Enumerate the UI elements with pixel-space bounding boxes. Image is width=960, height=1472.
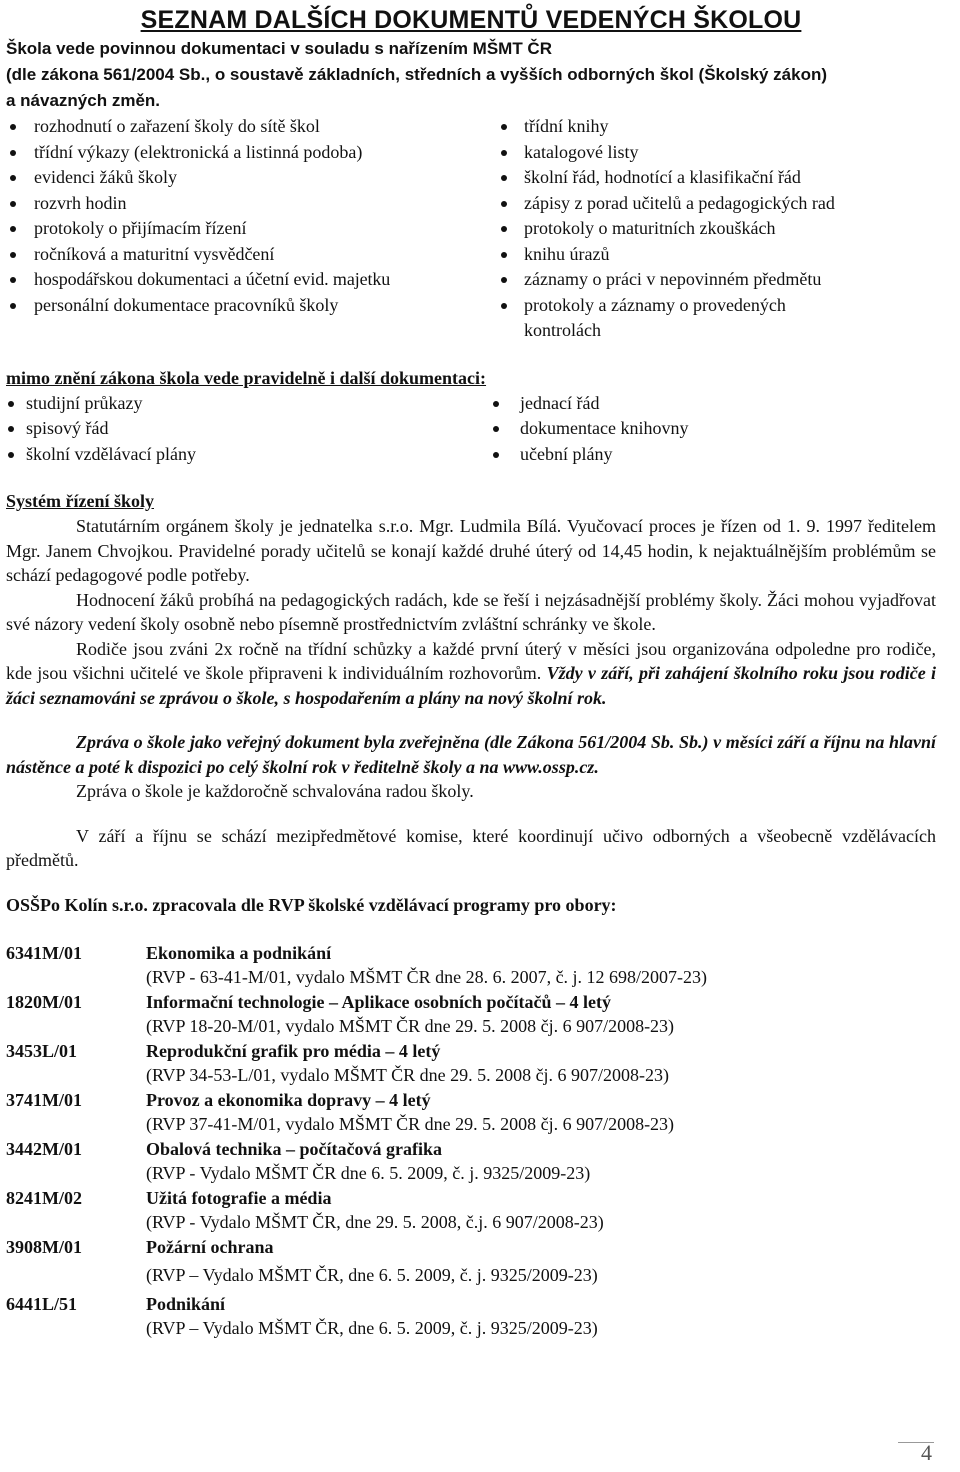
program-code: 1820M/01: [6, 991, 82, 1012]
program-name: Užitá fotografie a média: [146, 1187, 332, 1208]
list-item: dokumentace knihovny: [490, 416, 930, 442]
list-item: katalogové listy: [498, 140, 928, 166]
other-docs-left: [6, 391, 490, 468]
paragraph-commissions: V září a říjnu se schází mezipředmětové komise, které koordinují učivo odborných a všeobecně vzdělávacích předmětů.: [6, 825, 936, 870]
program-rvp: (RVP 18-20-M/01, vydalo MŠMT ČR dne 29. 5. 2008 čj. 6 907/2008-23): [146, 1016, 675, 1036]
program-name: Informační technologie – Aplikace osobních počítačů – 4 letý: [146, 991, 611, 1012]
document-page: [6, 0, 936, 1341]
list-item: studijní průkazy: [6, 391, 490, 417]
list-item: učební plány: [490, 442, 930, 468]
program-rvp: (RVP 34-53-L/01, vydalo MŠMT ČR dne 29. 5. 2008 čj. 6 907/2008-23): [146, 1065, 670, 1085]
program-name: Požární ochrana: [146, 1236, 274, 1257]
documents-list-right: [498, 114, 928, 344]
other-docs-heading: mimo znění zákona škola vede pravidelně i další dokumentaci:: [6, 367, 487, 388]
program-row: [6, 1039, 936, 1088]
list-item: třídní výkazy (elektronická a listinná podoba): [6, 140, 498, 166]
list-item: knihu úrazů: [498, 242, 928, 268]
program-rvp: (RVP - Vydalo MŠMT ČR dne 6. 5. 2009, č. j. 9325/2009-23): [146, 1163, 591, 1183]
program-rvp: (RVP 37-41-M/01, vydalo MŠMT ČR dne 29. 5. 2008 čj. 6 907/2008-23): [146, 1114, 675, 1134]
system-heading: Systém řízení školy: [6, 491, 154, 511]
paragraph-parents-text: Rodiče jsou zváni 2x ročně na třídní schůzky a každé první úterý v měsíci jsou organizována odpoledne pro rodiče, kde jsou všichni učitelé ve škole připraveni k individuálním rozhovorům.: [6, 638, 936, 683]
program-name: Provoz a ekonomika dopravy – 4 letý: [146, 1089, 431, 1110]
programs-heading: OSŠPo Kolín s.r.o. zpracovala dle RVP školské vzdělávací programy pro obory:: [6, 894, 617, 915]
intro-line-3: a návazných změn.: [6, 91, 161, 110]
other-docs-list: [6, 391, 936, 468]
program-rvp: (RVP - Vydalo MŠMT ČR, dne 29. 5. 2008, č.j. 6 907/2008-23): [146, 1212, 604, 1232]
list-item: záznamy o práci v nepovinném předmětu: [498, 267, 928, 293]
paragraph-approval: Zpráva o škole je každoročně schvalována radou školy.: [76, 781, 474, 801]
list-item: rozvrh hodin: [6, 191, 498, 217]
list-item: spisový řád: [6, 416, 490, 442]
program-row: [6, 1186, 936, 1235]
list-item: školní vzdělávací plány: [6, 442, 490, 468]
other-docs-right: [490, 391, 930, 468]
program-row: [6, 1137, 936, 1186]
program-name: Reprodukční grafik pro média – 4 letý: [146, 1040, 441, 1061]
program-code: 6441L/51: [6, 1293, 78, 1314]
list-item: rozhodnutí o zařazení školy do sítě škol: [6, 114, 498, 140]
program-rvp: (RVP - 63-41-M/01, vydalo MŠMT ČR dne 28. 6. 2007, č. j. 12 698/2007-23): [146, 967, 708, 987]
program-code: 3453L/01: [6, 1040, 78, 1061]
program-code: 3442M/01: [6, 1138, 82, 1159]
documents-list: [6, 114, 936, 344]
program-name: Obalová technika – počítačová grafika: [146, 1138, 442, 1159]
list-item: ročníková a maturitní vysvědčení: [6, 242, 498, 268]
paragraph-evaluation: Hodnocení žáků probíhá na pedagogických radách, kde se řeší i nejzásadnější problémy školy. Žáci mohou vyjadřovat své názory vedení školy osobně nebo písemně prostřednictvím zvláštní schránky ve škole.: [6, 589, 936, 634]
program-row: [6, 1292, 936, 1341]
program-code: 6341M/01: [6, 942, 82, 963]
list-item: personální dokumentace pracovníků školy: [6, 293, 498, 319]
page-title: SEZNAM DALŠÍCH DOKUMENTŮ VEDENÝCH ŠKOLOU: [140, 6, 802, 34]
paragraph-management: Statutárním orgánem školy je jednatelka s.r.o. Mgr. Ludmila Bílá. Vyučovací proces je řízen od 1. 9. 1997 ředitelem Mgr. Janem Chvojkou. Pravidelné porady učitelů se konají každé druhé úterý od 14,45 hodin, k nejaktuálnějším problémům se schází pedagogové podle potřeby.: [6, 516, 936, 585]
list-item: jednací řád: [490, 391, 930, 417]
documents-list-left: [6, 114, 498, 344]
intro-line-2: (dle zákona 561/2004 Sb., o soustavě základních, středních a vyšších odborných škol (Školský zákon): [6, 65, 828, 84]
programs-list: [6, 941, 936, 1341]
list-item: protokoly o přijímacím řízení: [6, 216, 498, 242]
program-name: Podnikání: [146, 1293, 226, 1314]
list-item: třídní knihy: [498, 114, 928, 140]
paragraph-parents: [6, 637, 936, 711]
program-rvp: (RVP – Vydalo MŠMT ČR, dne 6. 5. 2009, č. j. 9325/2009-23): [146, 1265, 598, 1285]
list-item: evidenci žáků školy: [6, 165, 498, 191]
list-item: protokoly o maturitních zkouškách: [498, 216, 928, 242]
list-item: zápisy z porad učitelů a pedagogických rad: [498, 191, 928, 217]
program-code: 8241M/02: [6, 1187, 82, 1208]
paragraph-parents-emphasis: Vždy v září, při zahájení školního roku jsou rodiče i žáci seznamováni se zprávou o škole, s hospodařením a plány na nový školní rok.: [6, 663, 937, 708]
list-item: školní řád, hodnotící a klasifikační řád: [498, 165, 928, 191]
paragraph-report: Zpráva o škole jako veřejný dokument byla zveřejněna (dle Zákona 561/2004 Sb. Sb.) v měsíci září a říjnu na hlavní nástěnce a poté k dispozici po celý školní rok v ředitelně školy a na www.ossp.cz.: [6, 732, 936, 777]
program-code: 3741M/01: [6, 1089, 82, 1110]
program-row: [6, 941, 936, 990]
program-row: [6, 1235, 936, 1288]
list-item: protokoly a záznamy o provedených kontrolách: [498, 293, 864, 344]
list-item: hospodářskou dokumentaci a účetní evid. majetku: [6, 267, 498, 293]
page-number: 4: [921, 1440, 932, 1465]
program-code: 3908M/01: [6, 1236, 82, 1257]
program-row: [6, 990, 936, 1039]
program-name: Ekonomika a podnikání: [146, 942, 332, 963]
program-row: [6, 1088, 936, 1137]
program-rvp: (RVP – Vydalo MŠMT ČR, dne 6. 5. 2009, č. j. 9325/2009-23): [146, 1318, 598, 1338]
intro-line-1: Škola vede povinnou dokumentaci v souladu s nařízením MŠMT ČR: [6, 39, 552, 58]
